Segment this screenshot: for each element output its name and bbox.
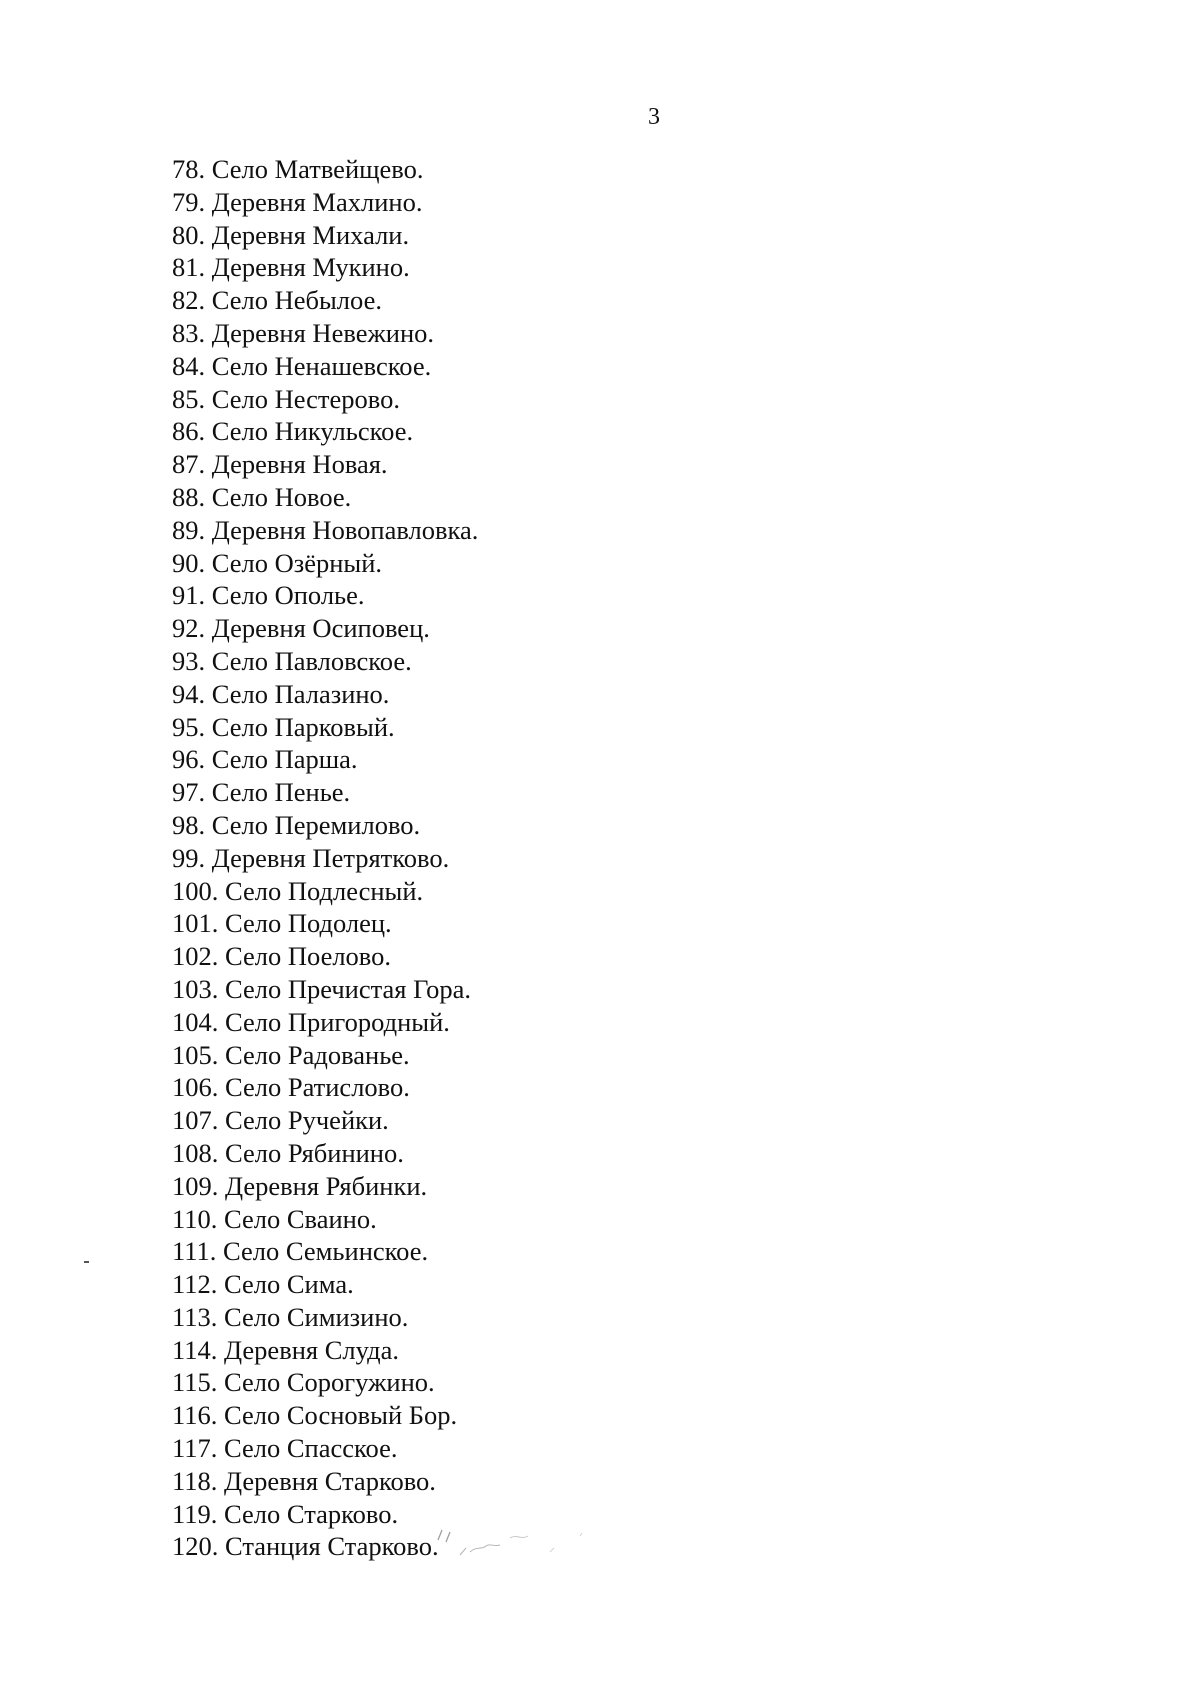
list-item: 105. Село Радованье.	[172, 1039, 410, 1070]
list-item: 111. Село Семьинское.	[172, 1236, 429, 1267]
list-item: 98. Село Перемилово.	[172, 809, 421, 840]
list-item: 109. Деревня Рябинки.	[172, 1170, 428, 1201]
list-item: 81. Деревня Мукино.	[172, 252, 410, 283]
list-item: 89. Деревня Новопавловка.	[172, 514, 479, 545]
list-item: 93. Село Павловское.	[172, 645, 412, 676]
list-item: 84. Село Ненашевское.	[172, 350, 432, 381]
list-item: 83. Деревня Невежино.	[172, 317, 434, 348]
list-item: 117. Село Спасское.	[172, 1433, 398, 1464]
list-item: 107. Село Ручейки.	[172, 1105, 389, 1136]
list-item: 78. Село Матвейщево.	[172, 154, 424, 184]
list-item: 114. Деревня Слуда.	[172, 1334, 400, 1365]
list-item: 113. Село Симизино.	[172, 1301, 409, 1332]
list-item: 88. Село Новое.	[172, 481, 352, 512]
list-item: 120. Станция Старково.	[172, 1531, 439, 1562]
list-item: 96. Село Парша.	[172, 744, 358, 775]
list-item: 95. Село Парковый.	[172, 711, 395, 742]
list-item: 112. Село Сима.	[172, 1269, 354, 1300]
list-item: 101. Село Подолец.	[172, 908, 392, 939]
list-item: 82. Село Небылое.	[172, 285, 382, 316]
list-item: 94. Село Палазино.	[172, 678, 390, 709]
settlement-list	[172, 153, 478, 1563]
list-item: 92. Деревня Осиповец.	[172, 613, 430, 644]
list-item: 80. Деревня Михали.	[172, 219, 410, 250]
faint-signature-mark	[430, 1500, 630, 1570]
list-item: 91. Село Ополье.	[172, 580, 365, 611]
list-item: 79. Деревня Махлино.	[172, 186, 423, 217]
list-item: 118. Деревня Старково.	[172, 1465, 436, 1496]
list-item: 85. Село Нестерово.	[172, 383, 400, 414]
list-item: 119. Село Старково.	[172, 1498, 399, 1529]
scan-speck	[84, 1261, 89, 1263]
list-item: 115. Село Сорогужино.	[172, 1367, 435, 1398]
list-item: 99. Деревня Петрятково.	[172, 842, 450, 873]
list-item: 104. Село Пригородный.	[172, 1006, 450, 1037]
list-item: 106. Село Ратислово.	[172, 1072, 410, 1103]
list-item: 87. Деревня Новая.	[172, 449, 388, 480]
list-item: 90. Село Озёрный.	[172, 547, 383, 578]
list-item: 108. Село Рябинино.	[172, 1137, 404, 1168]
list-item: 116. Село Сосновый Бор.	[172, 1400, 458, 1431]
list-item: 110. Село Сваино.	[172, 1203, 377, 1234]
page-number: 3	[648, 104, 660, 130]
list-item: 103. Село Пречистая Гора.	[172, 973, 471, 1004]
list-item: 97. Село Пенье.	[172, 777, 351, 808]
list-item: 100. Село Подлесный.	[172, 875, 424, 906]
list-item: 86. Село Никульское.	[172, 416, 414, 447]
list-item: 102. Село Поелово.	[172, 941, 392, 972]
